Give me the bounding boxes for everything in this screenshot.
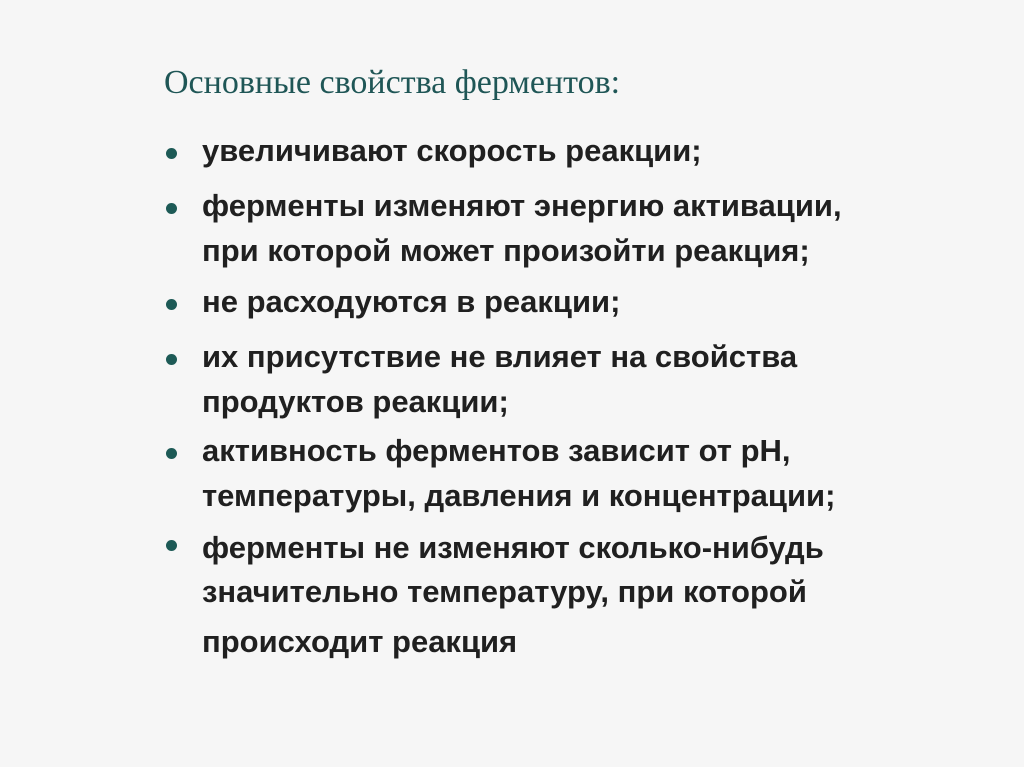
list-item-line: значительно температуру, при которой — [202, 574, 807, 609]
bullet-dot-icon — [166, 299, 177, 310]
bullet-dot-icon — [166, 148, 177, 159]
list-item-line: при которой может произойти реакция; — [202, 233, 810, 268]
list-item-line: происходит реакция — [202, 624, 518, 659]
bullet-dot-icon — [166, 203, 177, 214]
list-item-text — [202, 428, 964, 518]
list-item-line: температуры, давления и концентрации; — [202, 478, 836, 513]
list-item-line: увеличивают скорость реакции; — [202, 133, 702, 168]
list-item-text — [202, 334, 964, 424]
list-item-line: ферменты изменяют энергию активации, — [202, 188, 842, 223]
list-item-line: не расходуются в реакции; — [202, 284, 621, 319]
bullet-dot-icon — [166, 354, 177, 365]
list-item-line: их присутствие не влияет на свойства — [202, 339, 798, 374]
list-item-text — [202, 279, 964, 324]
list-item-text — [202, 128, 964, 173]
list-item-text — [202, 183, 964, 273]
slide-title: Основные свойства ферментов: — [164, 64, 621, 101]
list-item-line: продуктов реакции; — [202, 384, 509, 419]
list-item-line: активность ферментов зависит от pH, — [202, 433, 791, 468]
bullet-dot-icon — [166, 540, 177, 551]
bullet-dot-icon — [166, 448, 177, 459]
list-item-text — [202, 526, 964, 664]
list-item-line: ферменты не изменяют сколько-нибудь — [202, 530, 824, 565]
